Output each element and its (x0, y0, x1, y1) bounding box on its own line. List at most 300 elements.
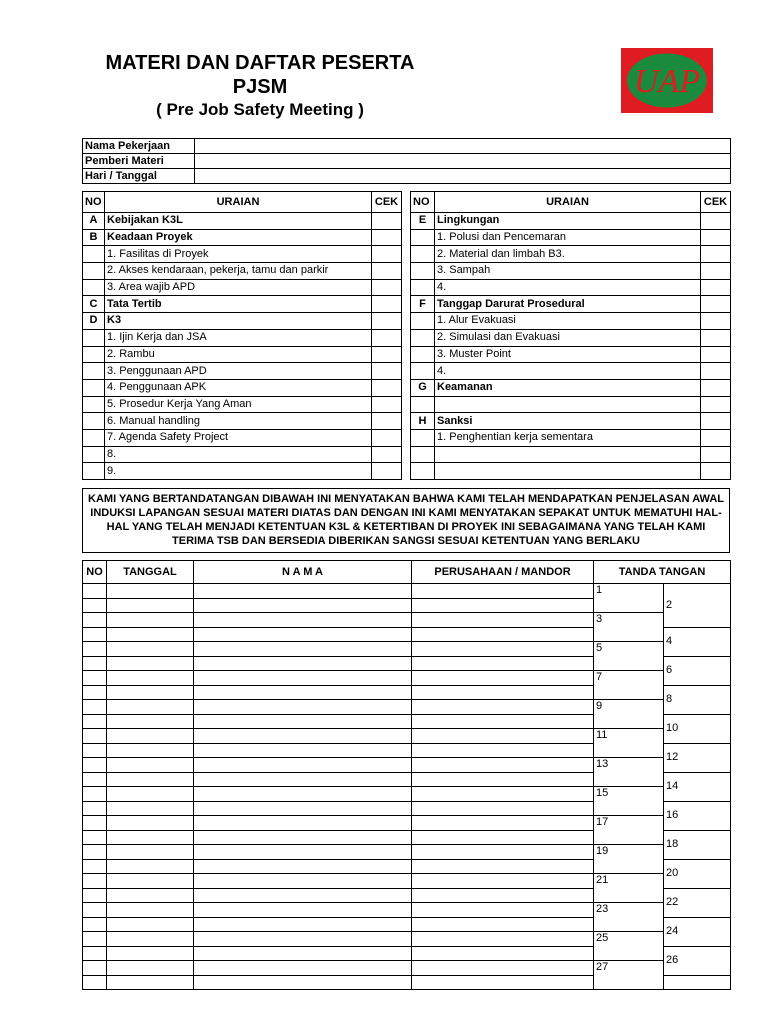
attendance-cell[interactable] (107, 729, 194, 744)
attendance-cell[interactable] (412, 743, 594, 758)
cek-box[interactable] (372, 396, 402, 413)
cek-box[interactable] (701, 396, 731, 413)
cek-box[interactable] (372, 463, 402, 480)
cek-box[interactable] (701, 363, 731, 380)
attendance-cell[interactable] (107, 656, 194, 671)
attendance-cell[interactable] (83, 627, 107, 642)
item-letter (83, 346, 105, 363)
cek-box[interactable] (372, 296, 402, 313)
attendance-cell[interactable] (107, 772, 194, 787)
attendance-cell[interactable] (107, 642, 194, 657)
checklist-row (83, 346, 402, 363)
item-letter: E (411, 213, 435, 230)
sign-number: 23 (596, 903, 609, 915)
attendance-cell[interactable] (412, 700, 594, 715)
item-text: 1. Penghentian kerja sementara (435, 429, 701, 446)
signature-cell-odd[interactable] (594, 642, 664, 671)
checklist-row (411, 229, 731, 246)
item-text: 3. Muster Point (435, 346, 701, 363)
attendance-cell[interactable] (107, 758, 194, 773)
attendance-cell[interactable] (412, 729, 594, 744)
attendance-cell[interactable] (194, 787, 412, 802)
attendance-cell[interactable] (194, 627, 412, 642)
signature-cell-even[interactable] (664, 714, 731, 743)
cek-box[interactable] (372, 329, 402, 346)
sign-number: 8 (666, 693, 673, 705)
item-letter (411, 429, 435, 446)
cek-box[interactable] (372, 379, 402, 396)
item-text: 1. Alur Evakuasi (435, 313, 701, 330)
attendance-cell[interactable] (194, 859, 412, 874)
cek-box[interactable] (372, 213, 402, 230)
signature-cell-even[interactable] (664, 584, 731, 628)
attendance-cell[interactable] (412, 903, 594, 918)
attendance-cell[interactable] (83, 772, 107, 787)
attendance-cell[interactable] (194, 613, 412, 628)
sign-number: 21 (596, 874, 609, 886)
attendance-cell[interactable] (194, 801, 412, 816)
attendance-cell[interactable] (412, 830, 594, 845)
sign-number: 10 (666, 722, 679, 734)
attendance-cell[interactable] (107, 874, 194, 889)
attendance-header-cell: PERUSAHAAN / MANDOR (412, 561, 594, 584)
attendance-cell[interactable] (194, 714, 412, 729)
attendance-cell[interactable] (412, 598, 594, 613)
cek-box[interactable] (372, 263, 402, 280)
checklist-row (83, 296, 402, 313)
checklist-row (83, 329, 402, 346)
cek-box[interactable] (372, 446, 402, 463)
attendance-cell[interactable] (412, 888, 594, 903)
attendance-cell[interactable] (83, 816, 107, 831)
header-no: NO (83, 192, 105, 213)
info-value-field[interactable] (195, 154, 731, 169)
attendance-cell[interactable] (83, 671, 107, 686)
attendance-cell[interactable] (83, 888, 107, 903)
attendance-cell[interactable] (194, 685, 412, 700)
cek-box[interactable] (372, 313, 402, 330)
attendance-cell[interactable] (412, 975, 594, 990)
cek-box[interactable] (372, 363, 402, 380)
cek-box[interactable] (701, 296, 731, 313)
item-text: Sanksi (435, 413, 701, 430)
checklist-row (83, 379, 402, 396)
cek-box[interactable] (701, 213, 731, 230)
attendance-cell[interactable] (194, 975, 412, 990)
attendance-cell[interactable] (107, 700, 194, 715)
attendance-cell[interactable] (194, 845, 412, 860)
attendance-cell[interactable] (412, 584, 594, 599)
attendance-cell[interactable] (83, 830, 107, 845)
attendance-row (83, 642, 731, 657)
info-value-field[interactable] (195, 169, 731, 184)
attendance-row (83, 729, 731, 744)
item-text: 8. (105, 446, 372, 463)
signature-cell-odd[interactable] (594, 700, 664, 729)
attendance-cell[interactable] (412, 627, 594, 642)
attendance-cell[interactable] (83, 729, 107, 744)
attendance-cell[interactable] (412, 758, 594, 773)
cek-box[interactable] (701, 413, 731, 430)
attendance-header-cell: N A M A (194, 561, 412, 584)
item-letter (83, 446, 105, 463)
attendance-cell[interactable] (83, 700, 107, 715)
attendance-cell[interactable] (83, 961, 107, 976)
info-value-field[interactable] (195, 139, 731, 154)
sign-number: 26 (666, 954, 679, 966)
attendance-cell[interactable] (412, 961, 594, 976)
header-no: NO (411, 192, 435, 213)
attendance-cell[interactable] (412, 845, 594, 860)
attendance-cell[interactable] (83, 975, 107, 990)
signature-cell-even[interactable] (664, 656, 731, 685)
cek-box[interactable] (701, 329, 731, 346)
checklist-header (83, 192, 402, 213)
attendance-cell[interactable] (412, 642, 594, 657)
attendance-cell[interactable] (83, 859, 107, 874)
signature-cell-odd[interactable] (594, 584, 664, 613)
attendance-cell[interactable] (107, 888, 194, 903)
attendance-cell[interactable] (412, 874, 594, 889)
header-cek: CEK (701, 192, 731, 213)
item-letter (83, 263, 105, 280)
attendance-row (83, 671, 731, 686)
sign-number: 1 (596, 584, 603, 596)
item-letter (83, 463, 105, 480)
cek-box[interactable] (701, 279, 731, 296)
item-letter (83, 429, 105, 446)
attendance-cell[interactable] (194, 743, 412, 758)
signature-cell-odd[interactable] (594, 816, 664, 845)
title-line-3: ( Pre Job Safety Meeting ) (156, 100, 364, 119)
attendance-cell[interactable] (107, 584, 194, 599)
attendance-cell[interactable] (83, 932, 107, 947)
signature-cell-even[interactable] (664, 917, 731, 946)
attendance-cell[interactable] (412, 932, 594, 947)
info-table (82, 138, 731, 184)
signature-cell-even[interactable] (664, 743, 731, 772)
sign-number: 24 (666, 925, 679, 937)
cek-box[interactable] (701, 463, 731, 480)
checklist-row (411, 413, 731, 430)
checklist-row (83, 463, 402, 480)
item-letter (411, 446, 435, 463)
checklist-row (411, 346, 731, 363)
sign-number: 5 (596, 642, 603, 654)
attendance-cell[interactable] (83, 642, 107, 657)
attendance-cell[interactable] (412, 671, 594, 686)
attendance-header-cell: TANGGAL (107, 561, 194, 584)
attendance-cell[interactable] (83, 743, 107, 758)
cek-box[interactable] (701, 313, 731, 330)
attendance-cell[interactable] (83, 903, 107, 918)
checklist-right (410, 191, 731, 480)
checklist-row (411, 263, 731, 280)
sign-number: 3 (596, 613, 603, 625)
attendance-cell[interactable] (107, 845, 194, 860)
attendance-cell[interactable] (107, 627, 194, 642)
attendance-cell[interactable] (83, 758, 107, 773)
item-letter (411, 313, 435, 330)
item-text: 1. Fasilitas di Proyek (105, 246, 372, 263)
attendance-cell[interactable] (194, 642, 412, 657)
attendance-row (83, 584, 731, 599)
checklist-row (83, 213, 402, 230)
attendance-cell[interactable] (412, 946, 594, 961)
attendance-cell[interactable] (194, 816, 412, 831)
signature-cell-even[interactable] (664, 627, 731, 656)
attendance-table (82, 560, 731, 990)
item-text: Lingkungan (435, 213, 701, 230)
item-letter: H (411, 413, 435, 430)
title-line-1: MATERI DAN DAFTAR PESERTA (105, 52, 415, 74)
attendance-row (83, 758, 731, 773)
sign-number: 25 (596, 932, 609, 944)
attendance-cell[interactable] (194, 584, 412, 599)
signature-cell-odd[interactable] (594, 613, 664, 642)
attendance-cell[interactable] (107, 903, 194, 918)
signature-cell-even[interactable] (664, 830, 731, 859)
attendance-cell[interactable] (194, 729, 412, 744)
attendance-cell[interactable] (83, 874, 107, 889)
attendance-cell[interactable] (83, 714, 107, 729)
item-letter (411, 463, 435, 480)
attendance-cell[interactable] (83, 656, 107, 671)
cek-box[interactable] (701, 379, 731, 396)
item-letter: B (83, 229, 105, 246)
attendance-cell[interactable] (107, 787, 194, 802)
attendance-cell[interactable] (412, 714, 594, 729)
item-letter (411, 363, 435, 380)
attendance-row (83, 903, 731, 918)
item-text: 3. Penggunaan APD (105, 363, 372, 380)
signature-cell-even[interactable] (664, 859, 731, 888)
info-row (83, 169, 731, 184)
attendance-cell[interactable] (107, 830, 194, 845)
attendance-cell[interactable] (412, 656, 594, 671)
attendance-cell[interactable] (83, 845, 107, 860)
attendance-cell[interactable] (412, 685, 594, 700)
sign-number: 20 (666, 867, 679, 879)
sign-number: 18 (666, 838, 679, 850)
item-letter: C (83, 296, 105, 313)
signature-cell-even[interactable] (664, 772, 731, 801)
item-letter: F (411, 296, 435, 313)
sign-number: 12 (666, 751, 679, 763)
checklist-row (83, 313, 402, 330)
sign-number: 17 (596, 816, 609, 828)
attendance-cell[interactable] (412, 787, 594, 802)
attendance-cell[interactable] (107, 685, 194, 700)
item-text: 4. Penggunaan APK (105, 379, 372, 396)
item-letter (83, 329, 105, 346)
attendance-cell[interactable] (107, 613, 194, 628)
attendance-cell[interactable] (194, 700, 412, 715)
checklist-row (411, 246, 731, 263)
attendance-cell[interactable] (107, 946, 194, 961)
info-label: Nama Pekerjaan (83, 139, 195, 154)
item-text: 9. (105, 463, 372, 480)
signature-cell-odd[interactable] (594, 787, 664, 816)
attendance-cell[interactable] (194, 932, 412, 947)
cek-box[interactable] (372, 246, 402, 263)
attendance-cell[interactable] (194, 758, 412, 773)
item-letter (83, 363, 105, 380)
attendance-cell[interactable] (194, 888, 412, 903)
attendance-cell[interactable] (194, 946, 412, 961)
item-letter (83, 246, 105, 263)
attendance-row (83, 932, 731, 947)
header-uraian: URAIAN (105, 192, 372, 213)
item-letter (83, 279, 105, 296)
sign-number: 4 (666, 635, 673, 647)
signature-cell-even[interactable] (664, 888, 731, 917)
signature-cell-even[interactable] (664, 801, 731, 830)
attendance-cell[interactable] (107, 714, 194, 729)
cek-box[interactable] (701, 446, 731, 463)
attendance-row (83, 961, 731, 976)
checklist-row (411, 329, 731, 346)
attendance-cell[interactable] (107, 598, 194, 613)
sign-number: 19 (596, 845, 609, 857)
attendance-cell[interactable] (194, 671, 412, 686)
signature-cell-odd[interactable] (594, 961, 664, 990)
cek-box[interactable] (372, 413, 402, 430)
cek-box[interactable] (372, 229, 402, 246)
attendance-cell[interactable] (83, 917, 107, 932)
attendance-cell[interactable] (107, 932, 194, 947)
item-text: 3. Sampah (435, 263, 701, 280)
attendance-cell[interactable] (412, 816, 594, 831)
company-logo (621, 48, 713, 113)
attendance-cell[interactable] (83, 685, 107, 700)
title-line-2: PJSM (232, 76, 288, 98)
attendance-cell[interactable] (107, 743, 194, 758)
svg-text:UAP: UAP (633, 63, 701, 100)
item-text: 2. Rambu (105, 346, 372, 363)
cek-box[interactable] (701, 229, 731, 246)
sign-number: 16 (666, 809, 679, 821)
checklist-row (83, 229, 402, 246)
sign-number: 2 (666, 598, 673, 611)
item-letter (83, 413, 105, 430)
attendance-cell[interactable] (194, 903, 412, 918)
signature-cell-odd[interactable] (594, 758, 664, 787)
info-row (83, 139, 731, 154)
attendance-header-cell: NO (83, 561, 107, 584)
checklist-row (411, 396, 731, 413)
signature-cell-odd[interactable] (594, 845, 664, 874)
attendance-cell[interactable] (194, 874, 412, 889)
checklist-row (411, 446, 731, 463)
cek-box[interactable] (701, 346, 731, 363)
signature-cell-odd[interactable] (594, 903, 664, 932)
attendance-cell[interactable] (412, 772, 594, 787)
attendance-cell[interactable] (107, 671, 194, 686)
checklist-row (411, 363, 731, 380)
attendance-cell[interactable] (107, 961, 194, 976)
sign-number: 14 (666, 780, 679, 792)
cek-box[interactable] (701, 246, 731, 263)
attendance-cell[interactable] (194, 917, 412, 932)
cek-box[interactable] (701, 429, 731, 446)
item-letter (411, 279, 435, 296)
header-uraian: URAIAN (435, 192, 701, 213)
checklist-row (83, 246, 402, 263)
attendance-cell[interactable] (412, 801, 594, 816)
attendance-cell[interactable] (83, 801, 107, 816)
attendance-cell[interactable] (194, 830, 412, 845)
checklist-row (411, 296, 731, 313)
checklist-row (83, 396, 402, 413)
attendance-cell[interactable] (194, 961, 412, 976)
signature-cell-odd[interactable] (594, 932, 664, 961)
attendance-cell[interactable] (107, 975, 194, 990)
attendance-cell[interactable] (194, 772, 412, 787)
item-text: 5. Prosedur Kerja Yang Aman (105, 396, 372, 413)
checklist-row (83, 279, 402, 296)
attendance-cell[interactable] (107, 917, 194, 932)
signature-cell-even[interactable] (664, 946, 731, 975)
info-label: Pemberi Materi (83, 154, 195, 169)
attendance-cell[interactable] (194, 598, 412, 613)
attendance-cell[interactable] (107, 816, 194, 831)
attendance-header (83, 561, 731, 584)
item-text: K3 (105, 313, 372, 330)
signature-cell-odd[interactable] (594, 671, 664, 700)
checklist-row (411, 313, 731, 330)
signature-cell-odd[interactable] (594, 874, 664, 903)
checklist-row (411, 463, 731, 480)
cek-box[interactable] (701, 263, 731, 280)
attendance-cell[interactable] (107, 801, 194, 816)
signature-cell-odd[interactable] (594, 729, 664, 758)
attendance-row (83, 613, 731, 628)
item-text: 7. Agenda Safety Project (105, 429, 372, 446)
checklist-row (411, 279, 731, 296)
attendance-cell[interactable] (83, 787, 107, 802)
sign-number: 13 (596, 758, 609, 770)
attendance-cell[interactable] (194, 656, 412, 671)
item-text: 6. Manual handling (105, 413, 372, 430)
item-text (435, 446, 701, 463)
item-text: Kebijakan K3L (105, 213, 372, 230)
declaration-text: KAMI YANG BERTANDATANGAN DIBAWAH INI MENYATAKAN BAHWA KAMI TELAH MENDAPATKAN PENJELASAN AWAL INDUKSI LAPANGAN SESUAI MATERI DIATAS DAN DENGAN INI KAMI MENYATAKAN SEPAKAT UNTUK MEMATUHI HAL-HAL YANG TELAH MENJADI KETENTUAN K3L & KETERTIBAN DI PROYEK INI SEBAGAIMANA YANG TELAH KAMI TERIMA TSB DAN BERSEDIA DIBERIKAN SANGSI SESUAI KETENTUAN YANG BERLAKU (82, 488, 730, 553)
attendance-cell[interactable] (83, 613, 107, 628)
item-letter: D (83, 313, 105, 330)
checklist-row (83, 429, 402, 446)
attendance-cell[interactable] (83, 598, 107, 613)
item-text: Keadaan Proyek (105, 229, 372, 246)
item-text: Tata Tertib (105, 296, 372, 313)
attendance-cell[interactable] (83, 584, 107, 599)
cek-box[interactable] (372, 346, 402, 363)
attendance-cell[interactable] (412, 859, 594, 874)
attendance-cell[interactable] (83, 946, 107, 961)
item-text: Tanggap Darurat Prosedural (435, 296, 701, 313)
attendance-row (83, 787, 731, 802)
attendance-cell[interactable] (412, 613, 594, 628)
item-text: 1. Polusi dan Pencemaran (435, 229, 701, 246)
checklist-header (411, 192, 731, 213)
signature-cell-even[interactable] (664, 685, 731, 714)
attendance-cell[interactable] (107, 859, 194, 874)
cek-box[interactable] (372, 279, 402, 296)
cek-box[interactable] (372, 429, 402, 446)
sign-number: 9 (596, 700, 603, 712)
attendance-cell[interactable] (412, 917, 594, 932)
signature-cell-even[interactable] (664, 975, 731, 990)
